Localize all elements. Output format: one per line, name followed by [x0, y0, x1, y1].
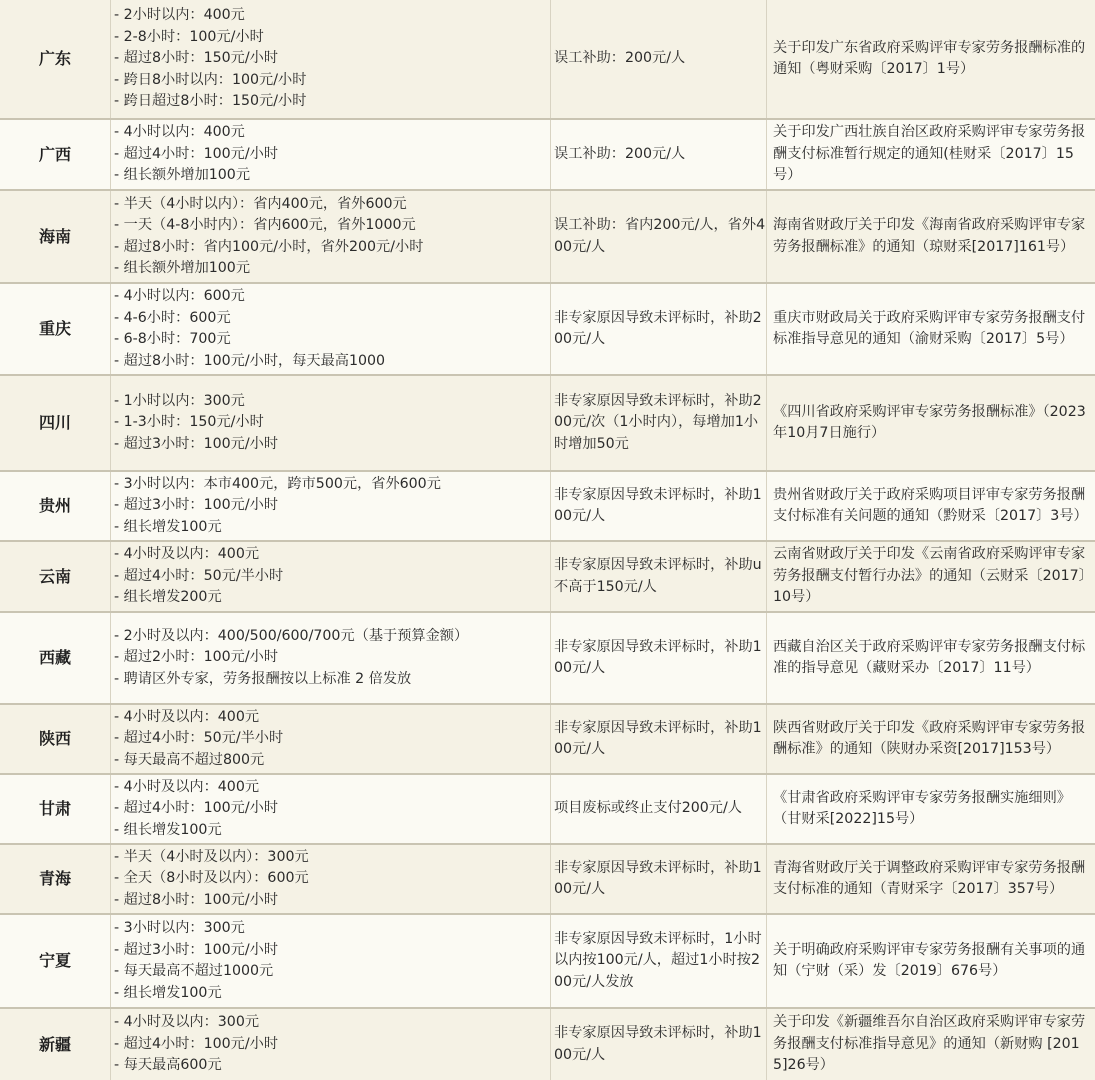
fee-standard-line: - 4小时及以内：300元 [114, 1014, 260, 1031]
fee-standard-line: - 超过3小时：100元/小时 [114, 941, 279, 958]
fee-standard-line: - 3小时以内：300元 [114, 920, 245, 936]
table-row-xinjiang [0, 1008, 1095, 1080]
fee-standard-line: - 半天（4小时及以内）：300元 [114, 848, 309, 865]
province-cell: 广西 [0, 119, 111, 190]
fee-standard-line: - 组长增发200元 [114, 589, 222, 606]
fee-standard-line: - 超过8小时：省内100元/小时，省外200元/小时 [114, 238, 424, 255]
fee-standard-cell [111, 283, 551, 375]
compensation-cell: 非专家原因导致未评标时，补助100元/人 [551, 704, 767, 774]
fee-standard-line: - 每天最高600元 [114, 1057, 222, 1074]
province-cell: 重庆 [0, 283, 111, 375]
policy-document-cell: 关于印发广东省政府采购评审专家劳务报酬标准的通知（粤财采购〔2017〕1号） [767, 0, 1095, 119]
table-row-chongqing [0, 283, 1095, 375]
fee-standard-cell [111, 844, 551, 914]
fee-standard-line: - 超过8小时：100元/小时 [114, 891, 279, 908]
fee-standard-line: - 组长增发100元 [114, 821, 222, 838]
table-row-guizhou [0, 471, 1095, 541]
fee-standard-cell [111, 190, 551, 283]
fee-standard-line: - 跨日超过8小时：150元/小时 [114, 93, 307, 110]
fee-standard-line: - 2小时以内：400元 [114, 7, 245, 24]
province-cell: 陕西 [0, 704, 111, 774]
province-cell: 西藏 [0, 612, 111, 704]
fee-standard-line: - 超过4小时：50元/半小时 [114, 730, 284, 747]
table-row-gansu [0, 774, 1095, 844]
compensation-cell: 非专家原因导致未评标时，补助u不高于150元/人 [551, 541, 767, 612]
fee-standard-line: - 全天（8小时及以内）：600元 [114, 870, 309, 887]
table-row-hainan [0, 190, 1095, 283]
policy-document-cell: 《四川省政府采购评审专家劳务报酬标准》（2023年10月7日施行） [767, 375, 1095, 471]
fee-standard-line: - 6-8小时：700元 [114, 331, 231, 347]
fee-standard-line: - 组长额外增加100元 [114, 260, 251, 276]
province-cell: 贵州 [0, 471, 111, 541]
policy-document-cell: 关于印发广西壮族自治区政府采购评审专家劳务报酬支付标准暂行规定的通知(桂财采〔2017〕15号） [767, 119, 1095, 190]
fee-standard-line: - 半天（4小时以内）：省内400元，省外600元 [114, 195, 407, 212]
policy-document-cell: 关于明确政府采购评审专家劳务报酬有关事项的通知（宁财（采）发〔2019〕676号） [767, 914, 1095, 1008]
policy-document-cell: 海南省财政厅关于印发《海南省政府采购评审专家劳务报酬标准》的通知（琼财采[2017]161号） [767, 190, 1095, 283]
province-cell: 云南 [0, 541, 111, 612]
province-cell: 四川 [0, 375, 111, 471]
fee-standard-line: - 4-6小时：600元 [114, 309, 231, 326]
compensation-cell: 非专家原因导致未评标时，补助100元/人 [551, 844, 767, 914]
fee-standard-line: - 4小时及以内：400元 [114, 778, 260, 795]
fee-standard-line: - 4小时以内：600元 [114, 288, 245, 304]
compensation-cell: 非专家原因导致未评标时，补助200元/人 [551, 283, 767, 375]
fee-standard-line: - 超过8小时：100元/小时，每天最高1000 [114, 352, 386, 369]
policy-document-cell: 西藏自治区关于政府采购评审专家劳务报酬支付标准的指导意见（藏财采办〔2017〕11号） [767, 612, 1095, 704]
compensation-cell: 非专家原因导致未评标时，补助100元/人 [551, 612, 767, 704]
fee-standard-line: - 组长增发100元 [114, 984, 222, 1001]
fee-standard-cell [111, 375, 551, 471]
fee-standard-line: - 4小时及以内：400元 [114, 546, 260, 563]
fee-standard-cell [111, 612, 551, 704]
fee-standard-cell [111, 119, 551, 190]
province-cell: 广东 [0, 0, 111, 119]
fee-standard-line: - 组长增发100元 [114, 518, 222, 535]
fee-standard-line: - 1小时以内：300元 [114, 392, 245, 409]
fee-standard-cell [111, 471, 551, 541]
compensation-cell: 项目废标或终止支付200元/人 [551, 774, 767, 844]
fee-standard-cell [111, 541, 551, 612]
table-row-qinghai [0, 844, 1095, 914]
table-row-yunnan [0, 541, 1095, 612]
policy-document-cell: 重庆市财政局关于政府采购评审专家劳务报酬支付标准指导意见的通知（渝财采购〔2017〕5号） [767, 283, 1095, 375]
policy-document-cell: 关于印发《新疆维吾尔自治区政府采购评审专家劳务报酬支付标准指导意见》的通知（新财购 [2015]26号） [767, 1008, 1095, 1080]
province-cell: 甘肃 [0, 774, 111, 844]
fee-standard-line: - 1-3小时：150元/小时 [114, 414, 264, 431]
fee-standard-line: - 2-8小时：100元/小时 [114, 28, 264, 45]
table-row-xizang [0, 612, 1095, 704]
policy-document-cell: 贵州省财政厅关于政府采购项目评审专家劳务报酬支付标准有关问题的通知（黔财采〔2017〕3号） [767, 471, 1095, 541]
fee-standard-line: - 一天（4-8小时内）：省内600元，省外1000元 [114, 217, 416, 233]
fee-standard-line: - 超过8小时：150元/小时 [114, 50, 279, 67]
fee-standard-cell [111, 914, 551, 1008]
table-row-shaanxi [0, 704, 1095, 774]
province-cell: 新疆 [0, 1008, 111, 1080]
table-row-ningxia [0, 914, 1095, 1008]
fee-standard-line: - 3小时以内：本市400元，跨市500元，省外600元 [114, 475, 441, 492]
fee-standard-line: - 聘请区外专家，劳务报酬按以上标准 2 倍发放 [114, 670, 412, 687]
compensation-cell: 误工补助：200元/人 [551, 119, 767, 190]
fee-standard-line: - 超过2小时：100元/小时 [114, 649, 279, 666]
fee-standard-line: - 超过4小时：100元/小时 [114, 145, 279, 162]
fee-standard-line: - 超过4小时：50元/半小时 [114, 567, 284, 584]
fee-standard-line: - 跨日8小时以内：100元/小时 [114, 71, 307, 88]
fee-standard-line: - 超过4小时：100元/小时 [114, 1035, 279, 1052]
policy-document-cell: 陕西省财政厅关于印发《政府采购评审专家劳务报酬标准》的通知（陕财办采资[2017]153号） [767, 704, 1095, 774]
policy-document-cell: 青海省财政厅关于调整政府采购评审专家劳务报酬支付标准的通知（青财采字〔2017〕357号） [767, 844, 1095, 914]
fee-standard-line: - 2小时及以内：400/500/600/700元（基于预算金额） [114, 627, 469, 644]
compensation-cell: 非专家原因导致未评标时，补助100元/人 [551, 1008, 767, 1080]
province-cell: 宁夏 [0, 914, 111, 1008]
policy-document-cell: 《甘肃省政府采购评审专家劳务报酬实施细则》（甘财采[2022]15号） [767, 774, 1095, 844]
province-cell: 海南 [0, 190, 111, 283]
fee-standard-line: - 每天最高不超过1000元 [114, 963, 274, 979]
fee-standard-cell [111, 1008, 551, 1080]
fee-standard-line: - 每天最高不超过800元 [114, 751, 265, 768]
policy-document-cell: 云南省财政厅关于印发《云南省政府采购评审专家劳务报酬支付暂行办法》的通知（云财采〔2017〕10号） [767, 541, 1095, 612]
fee-standard-cell [111, 774, 551, 844]
table-row-guangdong [0, 0, 1095, 119]
compensation-cell: 误工补助：200元/人 [551, 0, 767, 119]
fee-standard-line: - 超过3小时：100元/小时 [114, 497, 279, 514]
table-row-sichuan [0, 375, 1095, 471]
compensation-cell: 非专家原因导致未评标时，补助100元/人 [551, 471, 767, 541]
fee-standard-line: - 4小时以内：400元 [114, 124, 245, 141]
fee-standard-line: - 组长额外增加100元 [114, 167, 251, 184]
compensation-cell: 非专家原因导致未评标时，1小时以内按100元/人，超过1小时按200元/人发放 [551, 914, 767, 1008]
fee-standard-line: - 超过3小时：100元/小时 [114, 435, 279, 452]
fee-standard-line: - 超过4小时：100元/小时 [114, 800, 279, 817]
table-row-guangxi [0, 119, 1095, 190]
compensation-cell: 非专家原因导致未评标时，补助200元/次（1小时内），每增加1小时增加50元 [551, 375, 767, 471]
fee-standard-cell [111, 704, 551, 774]
fee-standard-line: - 4小时及以内：400元 [114, 708, 260, 725]
province-cell: 青海 [0, 844, 111, 914]
compensation-cell: 误工补助：省内200元/人，省外400元/人 [551, 190, 767, 283]
fee-standard-cell [111, 0, 551, 119]
